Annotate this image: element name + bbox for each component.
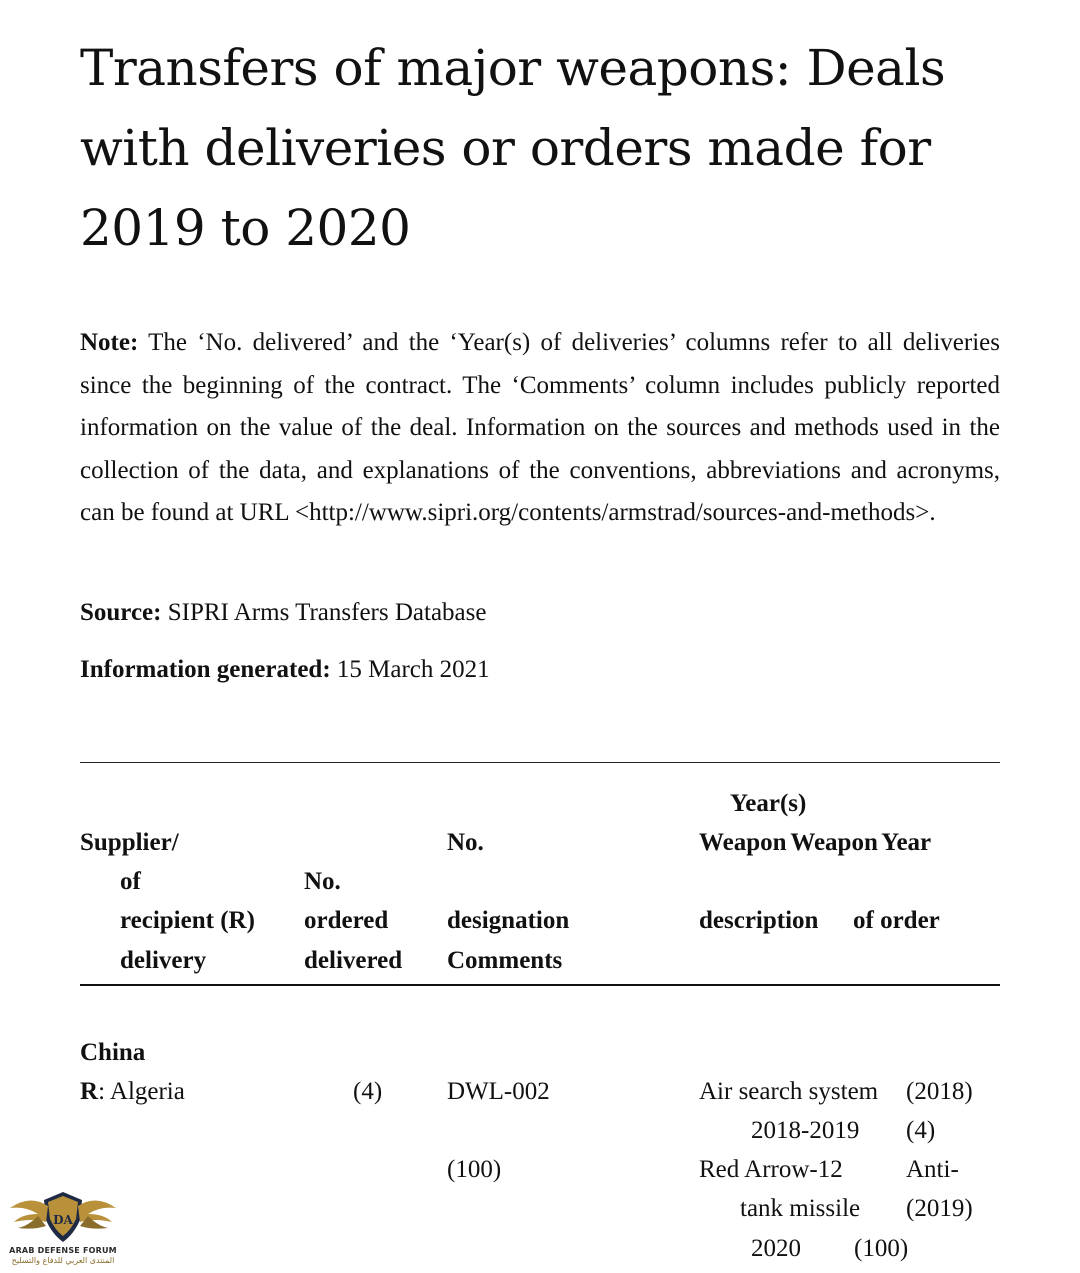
page-title: Transfers of major weapons: Deals with deliveries or orders made for 2019 to 2020 bbox=[80, 39, 946, 257]
generated-label: Information generated: bbox=[80, 656, 331, 683]
note-text: The ‘No. delivered’ and the ‘Year(s) of deliveries’ columns refer to all deliveries since the beginning of the contract. The ‘Comments’ column includes publicly reported information on the value of the deal. Information on the sources and methods used in the collection of the data, and explanations of the conventions, abbreviations and acronyms, can be found at URL <http://www.sipri.org/contents/armstrad/sources-and-methods>. bbox=[80, 329, 1000, 526]
note-paragraph bbox=[80, 322, 1000, 535]
row-ordered: (100) bbox=[447, 1156, 502, 1183]
header-recipient: recipient (R) bbox=[120, 907, 255, 934]
header-delivery: delivery bbox=[120, 947, 207, 974]
generated-line bbox=[80, 654, 1000, 686]
source-label: Source: bbox=[80, 599, 162, 626]
generated-value: 15 March 2021 bbox=[330, 656, 490, 683]
arab-defense-forum-logo bbox=[8, 1186, 118, 1270]
header-comments: Comments bbox=[447, 947, 563, 974]
header-years: Year(s) bbox=[730, 790, 807, 817]
header-delivered: delivered bbox=[304, 947, 403, 974]
table-top-rule bbox=[80, 762, 1000, 763]
header-designation: designation bbox=[447, 907, 570, 934]
logo-text-en: ARAB DEFENSE FORUM bbox=[9, 1246, 117, 1255]
logo-text-ar: المنتدى العربي للدفاع والتسليح bbox=[11, 1256, 115, 1265]
note-label: Note: bbox=[80, 329, 139, 356]
row-years-delivery: 2018-2019 bbox=[751, 1117, 860, 1144]
row-description: Air search system bbox=[699, 1078, 879, 1105]
recipient-line bbox=[80, 1076, 185, 1108]
row-delivered: (100) bbox=[854, 1235, 909, 1262]
row-description-b: tank missile bbox=[740, 1195, 861, 1222]
row-ordered: (4) bbox=[353, 1078, 383, 1105]
source-line bbox=[80, 597, 1000, 629]
header-no-top: No. bbox=[304, 868, 341, 895]
svg-text:DA: DA bbox=[53, 1213, 73, 1227]
header-supplier: Supplier/ bbox=[80, 829, 179, 856]
supplier-name: China bbox=[80, 1039, 146, 1066]
header-weapon-weapon-year: Weapon Weapon Year bbox=[699, 829, 932, 856]
recipient-label: R bbox=[80, 1078, 99, 1105]
source-value: SIPRI Arms Transfers Database bbox=[161, 599, 487, 626]
row-designation: DWL-002 bbox=[447, 1078, 550, 1105]
row-description-a: Anti- bbox=[906, 1156, 959, 1183]
row-year-order: (2018) bbox=[906, 1078, 973, 1105]
header-ordered: ordered bbox=[304, 907, 389, 934]
recipient-sep: : bbox=[98, 1078, 106, 1105]
row-year-order: (2019) bbox=[906, 1195, 973, 1222]
row-designation: Red Arrow-12 bbox=[699, 1156, 843, 1183]
header-of: of bbox=[120, 868, 141, 895]
row-years-delivery: 2020 bbox=[751, 1235, 801, 1262]
header-description: description bbox=[699, 907, 819, 934]
header-no-mid: No. bbox=[447, 829, 484, 856]
table-header-rule bbox=[80, 984, 1000, 986]
row-delivered: (4) bbox=[906, 1117, 936, 1144]
recipient-name: Algeria bbox=[105, 1078, 185, 1105]
header-of-order: of order bbox=[853, 907, 940, 934]
